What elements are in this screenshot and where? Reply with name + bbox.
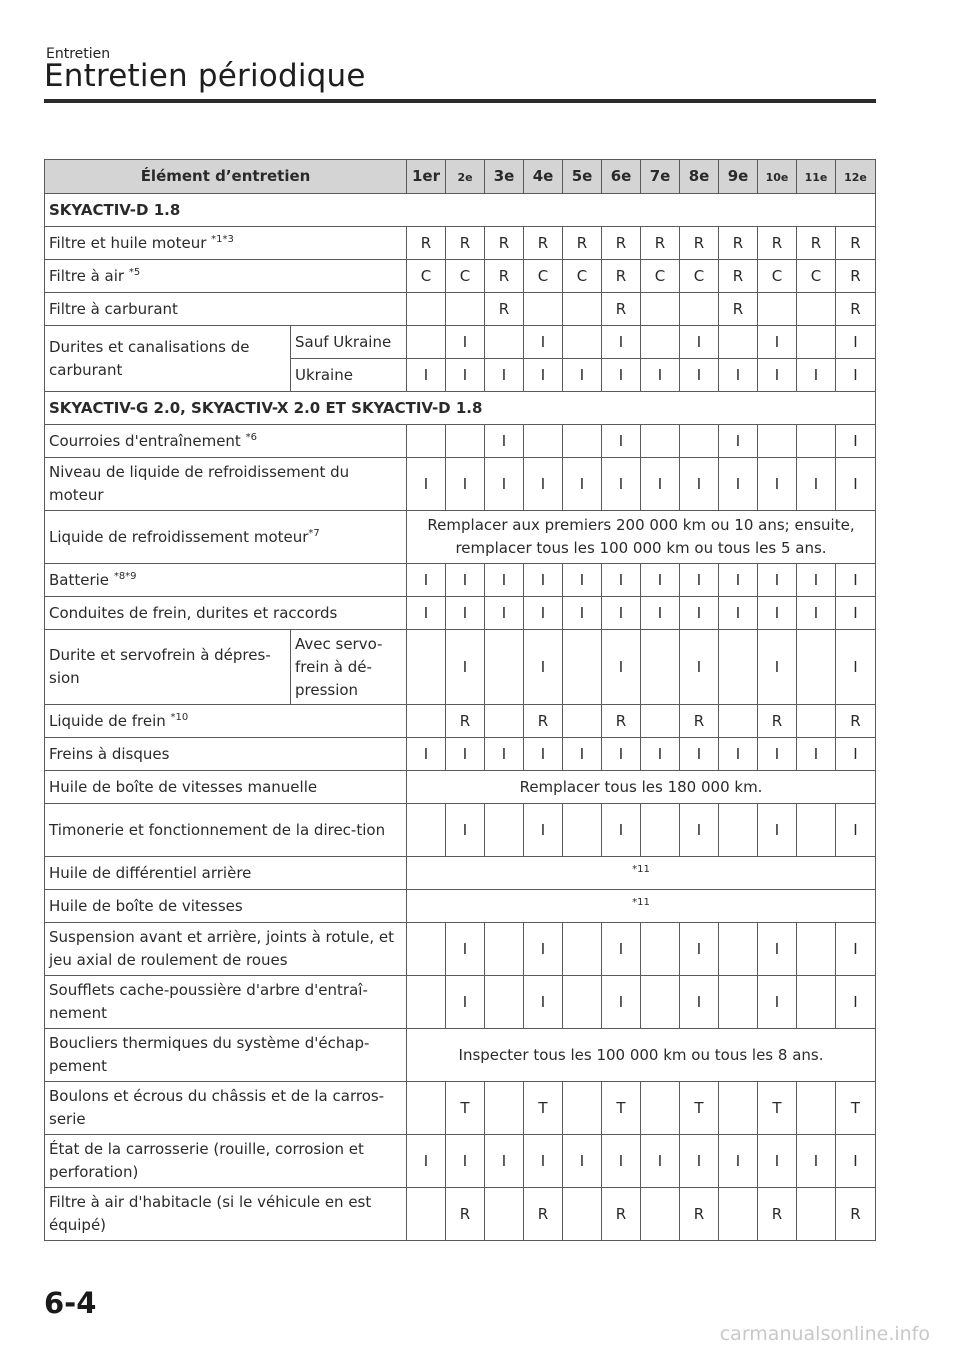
- item-label: Liquide de frein $^{*10}$: [45, 705, 407, 738]
- interval-cell: R: [836, 705, 876, 738]
- interval-header: 4e: [524, 160, 563, 194]
- interval-cell: [407, 804, 446, 857]
- interval-cell: [563, 293, 602, 326]
- table-row: [45, 564, 876, 597]
- interval-cell: I: [407, 1135, 446, 1188]
- section-label: Entretien: [46, 46, 111, 62]
- item-label: Courroies d'entraînement $^{*6}$: [45, 425, 407, 458]
- item-label: État de la carrosserie (rouille, corrosion et perforation): [45, 1135, 407, 1188]
- interval-cell: R: [602, 293, 641, 326]
- interval-cell: R: [680, 227, 719, 260]
- interval-cell: [407, 976, 446, 1029]
- interval-text: Remplacer tous les 180 000 km.: [407, 771, 876, 804]
- section-row: [45, 392, 876, 425]
- interval-cell: I: [680, 564, 719, 597]
- interval-cell: [680, 425, 719, 458]
- interval-cell: [797, 804, 836, 857]
- interval-cell: [641, 1082, 680, 1135]
- interval-cell: R: [602, 227, 641, 260]
- interval-cell: I: [563, 359, 602, 392]
- interval-cell: [485, 630, 524, 705]
- interval-cell: [758, 293, 797, 326]
- section-heading: SKYACTIV-G 2.0, SKYACTIV-X 2.0 ET SKYACTIV-D 1.8: [45, 392, 876, 425]
- interval-cell: I: [758, 326, 797, 359]
- interval-cell: [797, 1188, 836, 1241]
- interval-cell: R: [719, 293, 758, 326]
- interval-cell: I: [758, 1135, 797, 1188]
- interval-cell: R: [524, 1188, 563, 1241]
- table-row: [45, 771, 876, 804]
- interval-cell: I: [836, 923, 876, 976]
- interval-cell: [563, 976, 602, 1029]
- interval-header: 11e: [797, 160, 836, 194]
- interval-cell: I: [407, 359, 446, 392]
- interval-cell: I: [407, 564, 446, 597]
- interval-cell: [719, 1082, 758, 1135]
- interval-cell: I: [407, 458, 446, 511]
- interval-cell: R: [836, 227, 876, 260]
- interval-cell: I: [446, 359, 485, 392]
- interval-cell: [797, 425, 836, 458]
- interval-cell: [797, 326, 836, 359]
- interval-cell: [485, 1188, 524, 1241]
- interval-cell: R: [641, 227, 680, 260]
- sub-label: Sauf Ukraine: [291, 326, 407, 359]
- interval-cell: I: [680, 976, 719, 1029]
- interval-cell: [641, 705, 680, 738]
- item-label: Boucliers thermiques du système d'échap-pement: [45, 1029, 407, 1082]
- table-row: [45, 425, 876, 458]
- interval-cell: [797, 705, 836, 738]
- sub-label: Ukraine: [291, 359, 407, 392]
- table-row: [45, 1135, 876, 1188]
- interval-cell: I: [641, 738, 680, 771]
- interval-cell: I: [836, 564, 876, 597]
- interval-cell: I: [407, 738, 446, 771]
- interval-cell: [524, 293, 563, 326]
- interval-cell: I: [485, 1135, 524, 1188]
- interval-cell: I: [758, 738, 797, 771]
- interval-cell: I: [602, 564, 641, 597]
- interval-cell: C: [797, 260, 836, 293]
- interval-cell: I: [836, 326, 876, 359]
- interval-cell: [719, 923, 758, 976]
- table-row: [45, 705, 876, 738]
- interval-cell: I: [641, 1135, 680, 1188]
- interval-cell: I: [485, 597, 524, 630]
- interval-cell: R: [680, 705, 719, 738]
- interval-cell: R: [836, 260, 876, 293]
- interval-cell: I: [719, 359, 758, 392]
- interval-header: 5e: [563, 160, 602, 194]
- interval-cell: I: [680, 359, 719, 392]
- interval-cell: I: [680, 1135, 719, 1188]
- item-label: Niveau de liquide de refroidissement du moteur: [45, 458, 407, 511]
- interval-cell: I: [758, 597, 797, 630]
- table-row: [45, 890, 876, 923]
- interval-cell: I: [563, 738, 602, 771]
- interval-cell: I: [719, 425, 758, 458]
- interval-cell: I: [602, 976, 641, 1029]
- interval-cell: [563, 1082, 602, 1135]
- table-row: [45, 738, 876, 771]
- interval-cell: R: [407, 227, 446, 260]
- interval-cell: [485, 705, 524, 738]
- interval-cell: T: [446, 1082, 485, 1135]
- interval-cell: [719, 630, 758, 705]
- interval-cell: I: [680, 326, 719, 359]
- footnote-ref: *11: [407, 857, 876, 890]
- table-row: [45, 1029, 876, 1082]
- interval-cell: [485, 326, 524, 359]
- section-row: [45, 194, 876, 227]
- interval-cell: R: [602, 1188, 641, 1241]
- interval-cell: [641, 804, 680, 857]
- interval-text: Remplacer aux premiers 200 000 km ou 10 ans; ensuite, remplacer tous les 100 000 km ou tous les 5 ans.: [407, 511, 876, 564]
- interval-cell: I: [563, 458, 602, 511]
- table-row: [45, 260, 876, 293]
- interval-cell: I: [446, 1135, 485, 1188]
- interval-cell: [407, 425, 446, 458]
- interval-cell: I: [602, 458, 641, 511]
- interval-cell: R: [680, 1188, 719, 1241]
- interval-cell: I: [446, 458, 485, 511]
- interval-cell: R: [758, 227, 797, 260]
- interval-cell: I: [680, 804, 719, 857]
- interval-cell: I: [836, 458, 876, 511]
- interval-cell: C: [407, 260, 446, 293]
- item-label: Filtre à air d'habitacle (si le véhicule en est équipé): [45, 1188, 407, 1241]
- interval-cell: I: [446, 597, 485, 630]
- interval-cell: [719, 326, 758, 359]
- interval-cell: R: [719, 227, 758, 260]
- interval-header: 12e: [836, 160, 876, 194]
- interval-cell: C: [680, 260, 719, 293]
- interval-cell: I: [446, 630, 485, 705]
- interval-cell: I: [797, 1135, 836, 1188]
- interval-cell: [641, 293, 680, 326]
- interval-cell: T: [602, 1082, 641, 1135]
- interval-cell: [563, 705, 602, 738]
- interval-cell: [641, 630, 680, 705]
- item-label: Conduites de frein, durites et raccords: [45, 597, 407, 630]
- interval-cell: I: [641, 458, 680, 511]
- interval-cell: I: [797, 458, 836, 511]
- interval-cell: R: [602, 705, 641, 738]
- interval-header: 7e: [641, 160, 680, 194]
- interval-cell: I: [641, 564, 680, 597]
- interval-cell: I: [446, 804, 485, 857]
- interval-cell: [563, 804, 602, 857]
- interval-cell: I: [446, 923, 485, 976]
- interval-cell: I: [797, 738, 836, 771]
- interval-cell: [407, 293, 446, 326]
- interval-cell: R: [485, 260, 524, 293]
- interval-header: 6e: [602, 160, 641, 194]
- item-column-header: Élément d’entretien: [45, 160, 407, 194]
- item-label: Batterie $^{*8*9}$: [45, 564, 407, 597]
- item-label: Filtre à carburant: [45, 293, 407, 326]
- item-label: Huile de boîte de vitesses manuelle: [45, 771, 407, 804]
- interval-cell: I: [758, 976, 797, 1029]
- interval-cell: I: [758, 923, 797, 976]
- item-label: Suspension avant et arrière, joints à rotule, et jeu axial de roulement de roues: [45, 923, 407, 976]
- interval-cell: I: [524, 564, 563, 597]
- interval-header: 2e: [446, 160, 485, 194]
- interval-cell: I: [719, 458, 758, 511]
- table-row: [45, 976, 876, 1029]
- item-label: Durite et servofrein à dépres-sion: [45, 630, 291, 705]
- interval-cell: I: [524, 458, 563, 511]
- page-number: 6-4: [44, 1286, 97, 1320]
- interval-cell: R: [719, 260, 758, 293]
- interval-cell: R: [602, 260, 641, 293]
- interval-cell: R: [524, 227, 563, 260]
- interval-cell: R: [797, 227, 836, 260]
- interval-cell: [641, 1188, 680, 1241]
- interval-cell: I: [758, 804, 797, 857]
- interval-cell: [641, 923, 680, 976]
- interval-cell: I: [836, 425, 876, 458]
- sub-label: Avec servo-frein à dé-pression: [291, 630, 407, 705]
- interval-cell: [563, 326, 602, 359]
- table-row: [45, 458, 876, 511]
- interval-cell: I: [524, 804, 563, 857]
- interval-cell: [719, 976, 758, 1029]
- interval-cell: I: [836, 976, 876, 1029]
- interval-cell: I: [719, 597, 758, 630]
- interval-cell: I: [485, 425, 524, 458]
- interval-cell: [797, 1082, 836, 1135]
- interval-cell: I: [680, 923, 719, 976]
- interval-cell: I: [836, 804, 876, 857]
- interval-cell: [758, 425, 797, 458]
- interval-cell: [797, 976, 836, 1029]
- table-row: [45, 923, 876, 976]
- interval-cell: I: [836, 630, 876, 705]
- interval-header: 9e: [719, 160, 758, 194]
- table-header-row: [45, 160, 876, 194]
- interval-cell: I: [602, 359, 641, 392]
- interval-cell: I: [680, 458, 719, 511]
- interval-cell: I: [758, 564, 797, 597]
- interval-cell: C: [563, 260, 602, 293]
- interval-cell: I: [524, 923, 563, 976]
- interval-cell: I: [446, 326, 485, 359]
- interval-cell: I: [797, 359, 836, 392]
- table-row: [45, 1082, 876, 1135]
- interval-cell: I: [758, 630, 797, 705]
- interval-cell: [485, 976, 524, 1029]
- table-row: [45, 1188, 876, 1241]
- interval-cell: I: [836, 1135, 876, 1188]
- interval-cell: [719, 705, 758, 738]
- interval-cell: [446, 425, 485, 458]
- interval-cell: R: [446, 705, 485, 738]
- interval-cell: I: [602, 923, 641, 976]
- interval-cell: I: [563, 1135, 602, 1188]
- interval-cell: R: [563, 227, 602, 260]
- interval-cell: I: [641, 359, 680, 392]
- interval-cell: [485, 923, 524, 976]
- interval-header: 8e: [680, 160, 719, 194]
- footnote-ref: *11: [407, 890, 876, 923]
- interval-cell: I: [797, 564, 836, 597]
- interval-cell: I: [719, 564, 758, 597]
- interval-cell: R: [446, 227, 485, 260]
- interval-cell: I: [563, 597, 602, 630]
- interval-cell: R: [485, 227, 524, 260]
- interval-cell: [407, 326, 446, 359]
- interval-cell: C: [641, 260, 680, 293]
- maintenance-table: [44, 159, 876, 1241]
- section-heading: SKYACTIV-D 1.8: [45, 194, 876, 227]
- table-row: [45, 597, 876, 630]
- interval-cell: I: [524, 597, 563, 630]
- interval-text: Inspecter tous les 100 000 km ou tous les 8 ans.: [407, 1029, 876, 1082]
- table-row: [45, 326, 876, 359]
- interval-cell: I: [680, 597, 719, 630]
- interval-cell: I: [602, 630, 641, 705]
- interval-cell: I: [719, 1135, 758, 1188]
- interval-cell: [563, 1188, 602, 1241]
- interval-cell: [524, 425, 563, 458]
- interval-cell: [563, 425, 602, 458]
- interval-cell: [407, 1082, 446, 1135]
- interval-cell: R: [446, 1188, 485, 1241]
- interval-cell: I: [719, 738, 758, 771]
- interval-cell: I: [602, 1135, 641, 1188]
- interval-cell: T: [680, 1082, 719, 1135]
- interval-cell: I: [836, 738, 876, 771]
- interval-cell: [641, 425, 680, 458]
- interval-cell: [446, 293, 485, 326]
- item-label: Boulons et écrous du châssis et de la carros-serie: [45, 1082, 407, 1135]
- item-label: Soufflets cache-poussière d'arbre d'entraî-nement: [45, 976, 407, 1029]
- interval-cell: [407, 630, 446, 705]
- item-label: Liquide de refroidissement moteur$^{*7}$: [45, 511, 407, 564]
- interval-cell: [641, 976, 680, 1029]
- interval-cell: I: [524, 630, 563, 705]
- interval-cell: I: [524, 976, 563, 1029]
- interval-cell: [719, 1188, 758, 1241]
- interval-cell: [797, 923, 836, 976]
- interval-cell: I: [524, 359, 563, 392]
- interval-cell: [680, 293, 719, 326]
- interval-header: 1er: [407, 160, 446, 194]
- interval-cell: I: [602, 326, 641, 359]
- interval-cell: I: [836, 597, 876, 630]
- interval-cell: I: [524, 738, 563, 771]
- item-label: Filtre à air $^{*5}$: [45, 260, 407, 293]
- interval-cell: R: [485, 293, 524, 326]
- interval-cell: I: [485, 359, 524, 392]
- interval-cell: I: [485, 564, 524, 597]
- interval-cell: C: [446, 260, 485, 293]
- table-row: [45, 804, 876, 857]
- interval-cell: C: [524, 260, 563, 293]
- interval-cell: T: [836, 1082, 876, 1135]
- interval-cell: I: [524, 326, 563, 359]
- page-title: Entretien périodique: [44, 58, 366, 94]
- interval-cell: I: [602, 738, 641, 771]
- interval-cell: [563, 630, 602, 705]
- item-label: Huile de boîte de vitesses: [45, 890, 407, 923]
- interval-cell: [563, 923, 602, 976]
- interval-cell: I: [485, 738, 524, 771]
- interval-cell: [641, 326, 680, 359]
- interval-cell: [797, 293, 836, 326]
- interval-cell: I: [758, 359, 797, 392]
- interval-cell: R: [758, 705, 797, 738]
- interval-cell: I: [758, 458, 797, 511]
- watermark: carmanualsonline.info: [719, 1323, 930, 1345]
- item-label: Freins à disques: [45, 738, 407, 771]
- interval-cell: I: [602, 425, 641, 458]
- interval-cell: I: [641, 597, 680, 630]
- interval-cell: I: [446, 976, 485, 1029]
- interval-cell: [485, 1082, 524, 1135]
- interval-cell: I: [563, 564, 602, 597]
- table-row: [45, 857, 876, 890]
- item-label: Durites et canalisations de carburant: [45, 326, 291, 392]
- interval-cell: I: [680, 630, 719, 705]
- interval-cell: [407, 923, 446, 976]
- table-row: [45, 511, 876, 564]
- interval-cell: R: [758, 1188, 797, 1241]
- interval-cell: I: [446, 564, 485, 597]
- interval-cell: R: [836, 293, 876, 326]
- interval-cell: I: [797, 597, 836, 630]
- interval-cell: T: [524, 1082, 563, 1135]
- interval-cell: C: [758, 260, 797, 293]
- table-row: [45, 227, 876, 260]
- interval-cell: I: [836, 359, 876, 392]
- interval-cell: [485, 804, 524, 857]
- item-label: Timonerie et fonctionnement de la direc-tion: [45, 804, 407, 857]
- interval-cell: I: [485, 458, 524, 511]
- interval-header: 10e: [758, 160, 797, 194]
- interval-cell: [719, 804, 758, 857]
- interval-cell: I: [602, 597, 641, 630]
- item-label: Huile de différentiel arrière: [45, 857, 407, 890]
- interval-cell: I: [524, 1135, 563, 1188]
- interval-cell: T: [758, 1082, 797, 1135]
- interval-cell: I: [680, 738, 719, 771]
- item-label: Filtre et huile moteur $^{*1*3}$: [45, 227, 407, 260]
- table-row: [45, 630, 876, 705]
- interval-cell: I: [602, 804, 641, 857]
- interval-header: 3e: [485, 160, 524, 194]
- interval-cell: [797, 630, 836, 705]
- interval-cell: R: [524, 705, 563, 738]
- interval-cell: I: [407, 597, 446, 630]
- interval-cell: [407, 705, 446, 738]
- interval-cell: R: [836, 1188, 876, 1241]
- interval-cell: [407, 1188, 446, 1241]
- table-row: [45, 293, 876, 326]
- title-divider: [44, 99, 876, 103]
- interval-cell: I: [446, 738, 485, 771]
